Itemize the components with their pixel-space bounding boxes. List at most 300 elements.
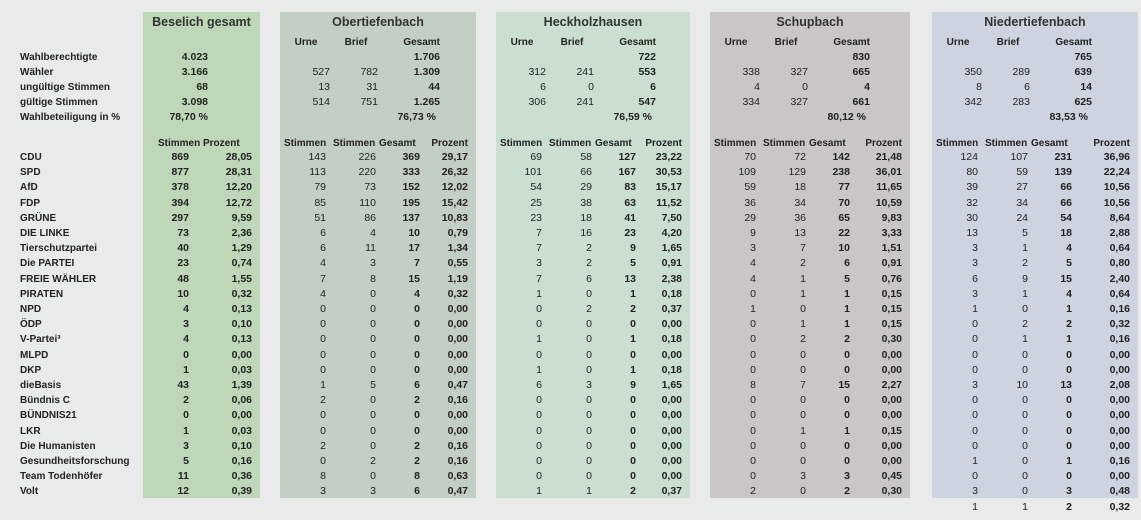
urne-votes-cell: 0 bbox=[750, 364, 756, 376]
percent-cell: 0,00 bbox=[447, 409, 468, 421]
gesamt-votes-cell: 0 bbox=[630, 349, 636, 361]
brief-votes-cell: 0 bbox=[586, 318, 592, 330]
gesamt-votes-cell: 7 bbox=[414, 257, 420, 269]
gesamt-votes-cell: 0 bbox=[630, 318, 636, 330]
total-percent-cell: 1,29 bbox=[231, 242, 252, 254]
total-percent-cell: 0,32 bbox=[231, 288, 252, 300]
gesamt-votes-cell: 0 bbox=[414, 425, 420, 437]
total-votes-cell: 12 bbox=[177, 485, 189, 497]
gesamt-votes-cell: 0 bbox=[844, 364, 850, 376]
percent-cell: 0,64 bbox=[1109, 288, 1130, 300]
urne-votes-cell: 29 bbox=[744, 212, 756, 224]
column-header: Gesamt bbox=[833, 37, 870, 48]
gesamt-votes-cell: 137 bbox=[402, 212, 420, 224]
total-percent-cell: 0,03 bbox=[231, 425, 252, 437]
percent-cell: 2,40 bbox=[1109, 273, 1130, 285]
percent-cell: 0,91 bbox=[661, 257, 682, 269]
percent-cell: 22,24 bbox=[1103, 166, 1130, 178]
total-votes-cell: 297 bbox=[171, 212, 189, 224]
percent-cell: 8,64 bbox=[1109, 212, 1130, 224]
percent-cell: 0,00 bbox=[661, 455, 682, 467]
party-label: Team Todenhöfer bbox=[20, 471, 103, 482]
gesamt-votes-cell: 2 bbox=[1066, 501, 1072, 513]
brief-votes-cell: 0 bbox=[800, 364, 806, 376]
urne-votes-cell: 3 bbox=[320, 485, 326, 497]
urne-votes-cell: 0 bbox=[536, 349, 542, 361]
brief-votes-cell: 1 bbox=[800, 288, 806, 300]
gesamt-value: 547 bbox=[638, 96, 656, 108]
percent-cell: 10,59 bbox=[875, 197, 902, 209]
percent-cell: 0,00 bbox=[447, 303, 468, 315]
urne-votes-cell: 0 bbox=[536, 455, 542, 467]
urne-votes-cell: 1 bbox=[972, 455, 978, 467]
total-percent-cell: 0,36 bbox=[231, 470, 252, 482]
gesamt-votes-cell: 152 bbox=[402, 181, 420, 193]
brief-votes-cell: 0 bbox=[1022, 349, 1028, 361]
gesamt-votes-cell: 13 bbox=[1060, 379, 1072, 391]
urne-votes-cell: 0 bbox=[320, 364, 326, 376]
total-votes-cell: 43 bbox=[177, 379, 189, 391]
brief-votes-cell: 0 bbox=[586, 455, 592, 467]
gesamt-votes-cell: 0 bbox=[630, 425, 636, 437]
percent-cell: 0,00 bbox=[661, 409, 682, 421]
percent-cell: 2,27 bbox=[881, 379, 902, 391]
urne-value: 334 bbox=[742, 96, 760, 108]
urne-votes-cell: 3 bbox=[972, 288, 978, 300]
percent-cell: 0,18 bbox=[661, 288, 682, 300]
brief-votes-cell: 34 bbox=[794, 197, 806, 209]
gesamt-votes-cell: 17 bbox=[408, 242, 420, 254]
turnout-value: 83,53 % bbox=[1049, 111, 1088, 123]
brief-votes-cell: 27 bbox=[1016, 181, 1028, 193]
gesamt-votes-cell: 0 bbox=[414, 349, 420, 361]
brief-votes-cell: 2 bbox=[586, 242, 592, 254]
gesamt-votes-cell: 195 bbox=[402, 197, 420, 209]
brief-votes-cell: 1 bbox=[1022, 242, 1028, 254]
gesamt-value: 4 bbox=[864, 81, 870, 93]
brief-value: 289 bbox=[1012, 66, 1030, 78]
gesamt-value: 765 bbox=[1074, 51, 1092, 63]
column-header: Gesamt bbox=[809, 138, 846, 149]
urne-votes-cell: 1 bbox=[972, 501, 978, 513]
brief-votes-cell: 3 bbox=[370, 485, 376, 497]
urne-votes-cell: 4 bbox=[750, 257, 756, 269]
percent-cell: 0,30 bbox=[881, 485, 902, 497]
brief-votes-cell: 34 bbox=[1016, 197, 1028, 209]
total-percent-cell: 28,31 bbox=[225, 166, 252, 178]
percent-cell: 0,32 bbox=[1109, 501, 1130, 513]
total-votes-cell: 1 bbox=[183, 364, 189, 376]
brief-votes-cell: 0 bbox=[586, 425, 592, 437]
brief-votes-cell: 1 bbox=[800, 318, 806, 330]
percent-cell: 0,16 bbox=[447, 440, 468, 452]
gesamt-votes-cell: 1 bbox=[844, 288, 850, 300]
urne-votes-cell: 30 bbox=[966, 212, 978, 224]
gesamt-votes-cell: 0 bbox=[1066, 364, 1072, 376]
brief-votes-cell: 0 bbox=[1022, 455, 1028, 467]
urne-votes-cell: 0 bbox=[320, 303, 326, 315]
gesamt-votes-cell: 3 bbox=[844, 470, 850, 482]
total-votes-cell: 23 bbox=[177, 257, 189, 269]
urne-votes-cell: 39 bbox=[966, 181, 978, 193]
urne-votes-cell: 69 bbox=[530, 151, 542, 163]
gesamt-votes-cell: 77 bbox=[838, 181, 850, 193]
brief-votes-cell: 0 bbox=[1022, 364, 1028, 376]
brief-votes-cell: 0 bbox=[1022, 485, 1028, 497]
percent-cell: 0,15 bbox=[881, 303, 902, 315]
column-header: Urne bbox=[724, 37, 748, 48]
percent-cell: 0,00 bbox=[1109, 364, 1130, 376]
brief-votes-cell: 0 bbox=[800, 303, 806, 315]
gesamt-votes-cell: 0 bbox=[844, 349, 850, 361]
gesamt-votes-cell: 142 bbox=[832, 151, 850, 163]
brief-votes-cell: 129 bbox=[788, 166, 806, 178]
urne-votes-cell: 124 bbox=[960, 151, 978, 163]
total-percent-cell: 0,00 bbox=[231, 349, 252, 361]
gesamt-votes-cell: 41 bbox=[624, 212, 636, 224]
urne-votes-cell: 113 bbox=[309, 166, 326, 178]
gesamt-votes-cell: 1 bbox=[1066, 303, 1072, 315]
gesamt-votes-cell: 0 bbox=[414, 409, 420, 421]
percent-cell: 26,32 bbox=[441, 166, 468, 178]
percent-cell: 1,51 bbox=[881, 242, 902, 254]
urne-votes-cell: 101 bbox=[524, 166, 542, 178]
brief-votes-cell: 7 bbox=[800, 379, 806, 391]
percent-cell: 0,00 bbox=[661, 349, 682, 361]
percent-cell: 0,00 bbox=[1109, 440, 1130, 452]
urne-value: 312 bbox=[528, 66, 546, 78]
total-votes-cell: 11 bbox=[177, 470, 189, 482]
gesamt-votes-cell: 1 bbox=[844, 318, 850, 330]
column-header: Stimmen bbox=[158, 138, 201, 149]
urne-votes-cell: 0 bbox=[320, 455, 326, 467]
column-header: Stimmen bbox=[936, 138, 979, 149]
gesamt-votes-cell: 18 bbox=[1060, 227, 1072, 239]
column-header: Stimmen bbox=[284, 138, 327, 149]
percent-cell: 0,76 bbox=[881, 273, 902, 285]
party-label: Die PARTEI bbox=[20, 258, 75, 269]
percent-cell: 0,00 bbox=[881, 364, 902, 376]
urne-votes-cell: 3 bbox=[972, 485, 978, 497]
percent-cell: 0,00 bbox=[1109, 409, 1130, 421]
urne-votes-cell: 23 bbox=[530, 212, 542, 224]
urne-votes-cell: 2 bbox=[750, 485, 756, 497]
column-header: Prozent bbox=[431, 138, 468, 149]
urne-votes-cell: 0 bbox=[972, 440, 978, 452]
column-header: Gesamt bbox=[595, 138, 632, 149]
brief-votes-cell: 16 bbox=[580, 227, 592, 239]
gesamt-votes-cell: 3 bbox=[1066, 485, 1072, 497]
urne-votes-cell: 0 bbox=[536, 470, 542, 482]
brief-votes-cell: 110 bbox=[359, 197, 376, 209]
brief-votes-cell: 5 bbox=[1022, 227, 1028, 239]
brief-votes-cell: 0 bbox=[370, 470, 376, 482]
brief-value: 0 bbox=[588, 81, 594, 93]
urne-votes-cell: 79 bbox=[314, 181, 326, 193]
urne-votes-cell: 2 bbox=[320, 394, 326, 406]
urne-votes-cell: 0 bbox=[972, 349, 978, 361]
brief-votes-cell: 2 bbox=[1022, 257, 1028, 269]
column-header: Gesamt bbox=[619, 37, 656, 48]
column-header: Gesamt bbox=[1031, 138, 1068, 149]
party-label: GRÜNE bbox=[20, 213, 57, 224]
gesamt-votes-cell: 1 bbox=[844, 425, 850, 437]
urne-votes-cell: 1 bbox=[750, 303, 756, 315]
gesamt-votes-cell: 0 bbox=[844, 409, 850, 421]
gesamt-votes-cell: 0 bbox=[630, 470, 636, 482]
percent-cell: 0,00 bbox=[447, 364, 468, 376]
percent-cell: 15,17 bbox=[655, 181, 682, 193]
brief-votes-cell: 6 bbox=[586, 273, 592, 285]
percent-cell: 0,37 bbox=[661, 485, 682, 497]
total-percent-cell: 0,03 bbox=[231, 364, 252, 376]
urne-votes-cell: 13 bbox=[966, 227, 978, 239]
row-label: ungültige Stimmen bbox=[20, 82, 110, 93]
urne-value: 8 bbox=[976, 81, 982, 93]
total-percent-cell: 0,06 bbox=[231, 394, 252, 406]
total-votes-cell: 5 bbox=[183, 455, 189, 467]
percent-cell: 0,00 bbox=[881, 394, 902, 406]
urne-votes-cell: 54 bbox=[530, 181, 542, 193]
brief-votes-cell: 0 bbox=[370, 349, 376, 361]
percent-cell: 1,65 bbox=[661, 242, 682, 254]
brief-value: 241 bbox=[576, 96, 594, 108]
total-summary-value: 68 bbox=[196, 81, 208, 93]
brief-votes-cell: 2 bbox=[1022, 318, 1028, 330]
gesamt-votes-cell: 9 bbox=[630, 242, 636, 254]
gesamt-votes-cell: 70 bbox=[838, 197, 850, 209]
gesamt-votes-cell: 10 bbox=[408, 227, 420, 239]
gesamt-votes-cell: 1 bbox=[1066, 333, 1072, 345]
brief-votes-cell: 0 bbox=[586, 440, 592, 452]
gesamt-votes-cell: 2 bbox=[630, 485, 636, 497]
urne-votes-cell: 51 bbox=[314, 212, 326, 224]
gesamt-votes-cell: 63 bbox=[624, 197, 636, 209]
total-percent-cell: 0,74 bbox=[231, 257, 252, 269]
brief-votes-cell: 2 bbox=[800, 333, 806, 345]
gesamt-votes-cell: 369 bbox=[402, 151, 420, 163]
gesamt-value: 625 bbox=[1074, 96, 1092, 108]
column-header: Stimmen bbox=[763, 138, 806, 149]
gesamt-votes-cell: 0 bbox=[630, 455, 636, 467]
urne-votes-cell: 0 bbox=[536, 440, 542, 452]
party-label: V-Partei³ bbox=[20, 334, 61, 345]
gesamt-value: 1.265 bbox=[413, 96, 440, 108]
total-votes-cell: 48 bbox=[177, 273, 189, 285]
urne-votes-cell: 4 bbox=[750, 273, 756, 285]
gesamt-votes-cell: 231 bbox=[1054, 151, 1072, 163]
brief-votes-cell: 1 bbox=[586, 485, 592, 497]
percent-cell: 0,16 bbox=[1109, 455, 1130, 467]
total-percent-cell: 12,72 bbox=[225, 197, 252, 209]
column-header: Urne bbox=[510, 37, 534, 48]
urne-votes-cell: 0 bbox=[320, 409, 326, 421]
total-percent-cell: 9,59 bbox=[231, 212, 252, 224]
brief-votes-cell: 10 bbox=[1016, 379, 1028, 391]
percent-cell: 0,45 bbox=[881, 470, 902, 482]
gesamt-votes-cell: 0 bbox=[1066, 349, 1072, 361]
total-percent-cell: 0,39 bbox=[231, 485, 252, 497]
panel-title: Niedertiefenbach bbox=[984, 15, 1086, 29]
total-percent-cell: 12,20 bbox=[225, 181, 252, 193]
urne-votes-cell: 7 bbox=[536, 242, 542, 254]
brief-votes-cell: 5 bbox=[370, 379, 376, 391]
percent-cell: 36,01 bbox=[875, 166, 902, 178]
total-votes-cell: 10 bbox=[177, 288, 189, 300]
party-label: Volt bbox=[20, 486, 39, 497]
gesamt-votes-cell: 4 bbox=[1066, 242, 1072, 254]
urne-votes-cell: 3 bbox=[972, 379, 978, 391]
column-header: Brief bbox=[774, 37, 798, 48]
percent-cell: 0,16 bbox=[447, 455, 468, 467]
percent-cell: 2,38 bbox=[661, 273, 682, 285]
total-votes-cell: 0 bbox=[183, 409, 189, 421]
brief-votes-cell: 0 bbox=[1022, 303, 1028, 315]
urne-votes-cell: 0 bbox=[750, 288, 756, 300]
brief-votes-cell: 0 bbox=[586, 394, 592, 406]
urne-votes-cell: 7 bbox=[536, 273, 542, 285]
brief-value: 241 bbox=[576, 66, 594, 78]
percent-cell: 0,16 bbox=[1109, 333, 1130, 345]
percent-cell: 0,16 bbox=[447, 394, 468, 406]
brief-votes-cell: 9 bbox=[1022, 273, 1028, 285]
gesamt-votes-cell: 15 bbox=[1060, 273, 1072, 285]
percent-cell: 0,15 bbox=[881, 425, 902, 437]
percent-cell: 7,50 bbox=[661, 212, 682, 224]
brief-votes-cell: 0 bbox=[1022, 409, 1028, 421]
gesamt-value: 6 bbox=[650, 81, 656, 93]
percent-cell: 10,83 bbox=[441, 212, 468, 224]
column-header: Brief bbox=[560, 37, 584, 48]
percent-cell: 15,42 bbox=[441, 197, 468, 209]
gesamt-value: 1.309 bbox=[413, 66, 440, 78]
gesamt-votes-cell: 5 bbox=[630, 257, 636, 269]
urne-votes-cell: 25 bbox=[530, 197, 542, 209]
brief-votes-cell: 0 bbox=[1022, 440, 1028, 452]
column-header: Prozent bbox=[865, 138, 902, 149]
urne-votes-cell: 0 bbox=[320, 333, 326, 345]
total-votes-cell: 877 bbox=[171, 166, 189, 178]
column-header: Stimmen bbox=[985, 138, 1028, 149]
brief-value: 327 bbox=[790, 66, 808, 78]
gesamt-votes-cell: 0 bbox=[844, 394, 850, 406]
gesamt-value: 661 bbox=[852, 96, 870, 108]
party-label: BÜNDNIS21 bbox=[20, 410, 77, 421]
column-header: Stimmen bbox=[714, 138, 757, 149]
party-label: dieBasis bbox=[20, 380, 62, 391]
percent-cell: 0,55 bbox=[447, 257, 468, 269]
urne-votes-cell: 36 bbox=[744, 197, 756, 209]
brief-votes-cell: 18 bbox=[794, 181, 806, 193]
brief-votes-cell: 11 bbox=[365, 242, 376, 254]
gesamt-votes-cell: 167 bbox=[618, 166, 636, 178]
column-header: Urne bbox=[946, 37, 970, 48]
total-votes-cell: 869 bbox=[171, 151, 189, 163]
column-header: Stimmen bbox=[333, 138, 376, 149]
panel-title: Schupbach bbox=[776, 15, 844, 29]
column-header: Gesamt bbox=[379, 138, 416, 149]
gesamt-value: 722 bbox=[638, 51, 656, 63]
brief-votes-cell: 1 bbox=[1022, 288, 1028, 300]
column-header: Prozent bbox=[645, 138, 682, 149]
gesamt-votes-cell: 1 bbox=[1066, 455, 1072, 467]
percent-cell: 0,48 bbox=[1109, 485, 1130, 497]
urne-votes-cell: 6 bbox=[320, 227, 326, 239]
urne-votes-cell: 6 bbox=[320, 242, 326, 254]
urne-votes-cell: 3 bbox=[750, 242, 756, 254]
gesamt-value: 665 bbox=[852, 66, 870, 78]
party-label: FDP bbox=[20, 198, 40, 209]
gesamt-votes-cell: 2 bbox=[844, 333, 850, 345]
gesamt-votes-cell: 1 bbox=[844, 303, 850, 315]
brief-votes-cell: 2 bbox=[586, 257, 592, 269]
percent-cell: 0,79 bbox=[447, 227, 468, 239]
percent-cell: 2,88 bbox=[1109, 227, 1130, 239]
urne-votes-cell: 0 bbox=[320, 425, 326, 437]
brief-votes-cell: 3 bbox=[800, 470, 806, 482]
urne-value: 4 bbox=[754, 81, 760, 93]
gesamt-votes-cell: 6 bbox=[414, 485, 420, 497]
percent-cell: 0,80 bbox=[1109, 257, 1130, 269]
gesamt-votes-cell: 54 bbox=[1060, 212, 1072, 224]
total-percent-cell: 0,16 bbox=[231, 455, 252, 467]
party-label: PIRATEN bbox=[20, 289, 64, 300]
gesamt-votes-cell: 0 bbox=[1066, 425, 1072, 437]
total-percent-cell: 28,05 bbox=[225, 151, 252, 163]
brief-votes-cell: 3 bbox=[370, 257, 376, 269]
brief-votes-cell: 72 bbox=[794, 151, 806, 163]
brief-votes-cell: 86 bbox=[364, 212, 376, 224]
column-header: Prozent bbox=[1093, 138, 1130, 149]
gesamt-votes-cell: 4 bbox=[414, 288, 420, 300]
urne-votes-cell: 0 bbox=[750, 349, 756, 361]
brief-votes-cell: 0 bbox=[586, 364, 592, 376]
gesamt-votes-cell: 0 bbox=[844, 455, 850, 467]
percent-cell: 1,19 bbox=[447, 273, 468, 285]
total-votes-cell: 1 bbox=[183, 425, 189, 437]
column-header: Brief bbox=[996, 37, 1020, 48]
gesamt-votes-cell: 2 bbox=[630, 303, 636, 315]
turnout-value: 76,73 % bbox=[397, 111, 436, 123]
gesamt-votes-cell: 15 bbox=[408, 273, 420, 285]
urne-value: 338 bbox=[742, 66, 760, 78]
gesamt-votes-cell: 10 bbox=[838, 242, 850, 254]
urne-votes-cell: 0 bbox=[750, 409, 756, 421]
brief-votes-cell: 36 bbox=[794, 212, 806, 224]
gesamt-votes-cell: 4 bbox=[1066, 288, 1072, 300]
party-label: Die Humanisten bbox=[20, 441, 96, 452]
percent-cell: 0,00 bbox=[447, 318, 468, 330]
percent-cell: 0,00 bbox=[661, 394, 682, 406]
urne-votes-cell: 0 bbox=[972, 409, 978, 421]
percent-cell: 10,56 bbox=[1103, 181, 1130, 193]
gesamt-votes-cell: 2 bbox=[1066, 318, 1072, 330]
total-votes-cell: 378 bbox=[171, 181, 189, 193]
percent-cell: 4,20 bbox=[661, 227, 682, 239]
urne-votes-cell: 59 bbox=[744, 181, 756, 193]
urne-votes-cell: 8 bbox=[750, 379, 756, 391]
urne-votes-cell: 0 bbox=[536, 409, 542, 421]
percent-cell: 0,00 bbox=[661, 440, 682, 452]
urne-votes-cell: 8 bbox=[320, 470, 326, 482]
percent-cell: 3,33 bbox=[881, 227, 902, 239]
percent-cell: 10,56 bbox=[1103, 197, 1130, 209]
gesamt-votes-cell: 0 bbox=[630, 394, 636, 406]
column-header: Gesamt bbox=[403, 37, 440, 48]
total-votes-cell: 3 bbox=[183, 318, 189, 330]
gesamt-votes-cell: 127 bbox=[618, 151, 636, 163]
percent-cell: 0,32 bbox=[1109, 318, 1130, 330]
